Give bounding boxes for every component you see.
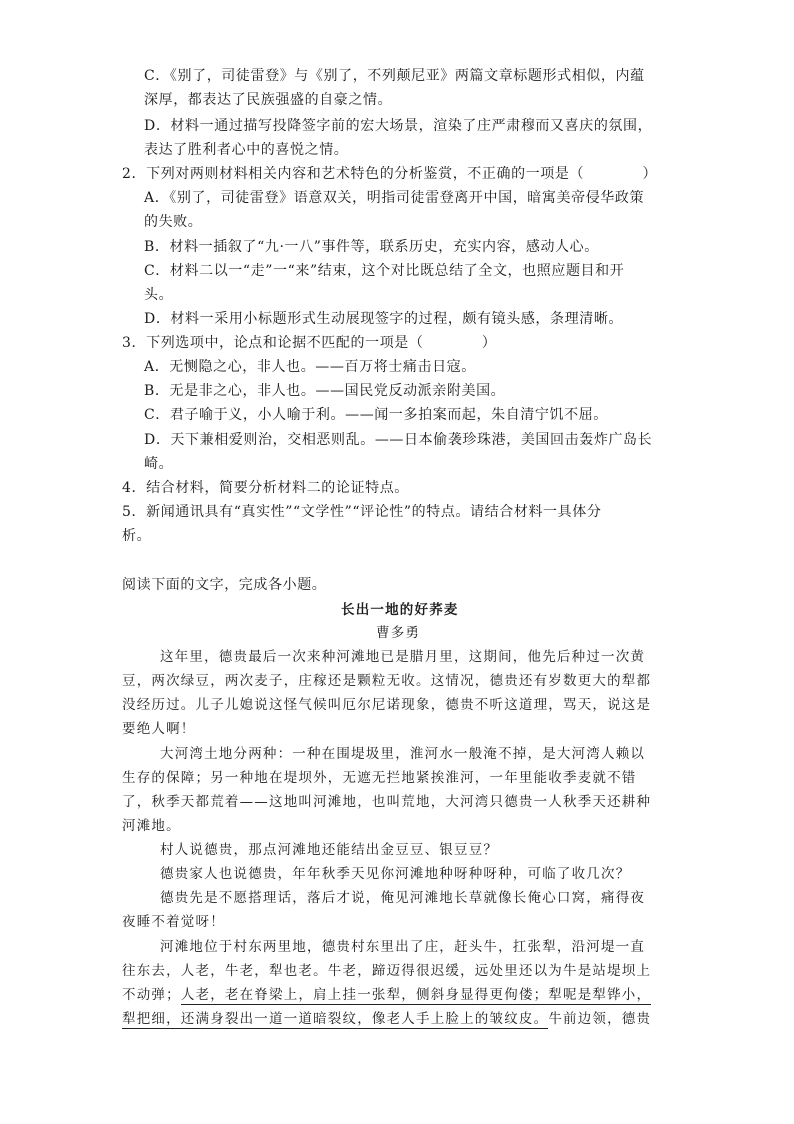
question-3: 3．下列选项中，论点和论据不匹配的一项是（ ） [122, 335, 497, 351]
question-4: 4．结合材料，简要分析材料二的论证特点。 [122, 480, 409, 496]
paragraph-6-line3-plain: 不动弹； [122, 987, 181, 1003]
question-5-line2: 析。 [122, 528, 152, 544]
paragraph-6-line1: 河滩地位于村东两里地，德贵村东里出了庄，赶头牛，扛张犁，沿河堤一直 [160, 939, 646, 955]
story-title: 长出一地的好荞麦 [341, 602, 459, 618]
question-2: 2．下列对两则材料相关内容和艺术特色的分析鉴赏，不正确的一项是（ ） [122, 166, 658, 182]
q1-option-c-line1: C．《别了，司徒雷登》与《别了，不列颠尼亚》两篇文章标题形式相似，内蕴 [144, 68, 645, 84]
q3-option-d-line1: D．天下兼相爱则治，交相恶则乱。——日本偷袭珍珠港，美国回击轰炸广岛长 [144, 432, 653, 448]
paragraph-2-line2: 生存的保障；另一种地在堤坝外，无遮无拦地紧挨淮河，一年里能收季麦就不错 [122, 770, 637, 786]
paragraph-5-line1: 德贵先是不愿搭理话，落后才说，俺见河滩地长草就像长俺心口窝，痛得夜 [160, 890, 646, 906]
paragraph-5-line2: 夜睡不着觉呀！ [122, 914, 225, 930]
paragraph-1-line3: 没经历过。儿子儿媳说这怪气候叫厄尔尼诺现象，德贵不听这道理，骂天，说这是 [122, 697, 652, 713]
reading-instruction: 阅读下面的文字，完成各小题。 [122, 577, 327, 593]
q3-option-c: C．君子喻于义，小人喻于利。——闻一多拍案而起，朱自清宁饥不屈。 [144, 407, 608, 423]
paragraph-6-line4 [122, 1010, 651, 1028]
underlined-passage-part1: 人老，老在脊梁上，肩上挂一张犁，侧斜身显得更佝偻；犁呢是犁铧小， [180, 987, 652, 1003]
paragraph-2-line1: 大河湾土地分两种：一种在围堤圾里，淮河水一般淹不掉，是大河湾人赖以 [160, 746, 646, 762]
q1-option-c-line2: 深厚，都表达了民族强盛的自豪之情。 [144, 92, 393, 108]
paragraph-4: 德贵家人也说德贵，年年秋季天见你河滩地种呀种呀种，可临了收几次？ [160, 866, 631, 882]
q2-option-b: B．材料一插叙了“九·一八”事件等，联系历史，充实内容，感动人心。 [144, 239, 599, 255]
q3-option-a: A．无恻隐之心，非人也。——百万将士痛击日寇。 [144, 359, 476, 375]
q2-option-d: D．材料一采用小标题形式生动展现签字的过程，颇有镜头感，条理清晰。 [144, 311, 624, 327]
q2-option-a-line2: 的失败。 [144, 214, 203, 230]
paragraph-1-line2: 豆，两次绿豆，两次麦子，庄稼还是颗粒无收。这情况，德贵还有岁数更大的犁都 [122, 673, 652, 689]
q3-option-b: B．无是非之心，非人也。——国民党反动派亲附美国。 [144, 383, 506, 399]
q2-option-c-line1: C．材料二以一“走”一“来”结束，这个对比既总结了全文，也照应题目和开 [144, 263, 625, 279]
story-author: 曹多勇 [376, 625, 421, 641]
paragraph-6-line2: 往东去，人老，牛老，犁也老。牛老，蹄迈得很迟缓，远处里还以为牛是站堤坝上 [122, 963, 652, 979]
q2-option-a-line1: A．《别了，司徒雷登》语意双关，明指司徒雷登离开中国，暗寓美帝侵华政策 [144, 190, 645, 206]
q1-option-d-line2: 表达了胜利者心中的喜悦之情。 [144, 142, 349, 158]
paragraph-3: 村人说德贵，那点河滩地还能结出金豆豆、银豆豆？ [160, 842, 499, 858]
q2-option-c-line2: 头。 [144, 287, 174, 303]
paragraph-2-line3: 了，秋季天都荒着——这地叫河滩地，也叫荒地，大河湾只德贵一人秋季天还耕种 [122, 794, 652, 810]
q1-option-d-line1: D．材料一通过描写投降签字前的宏大场景，渲染了庄严肃穆而又喜庆的氛围， [144, 118, 653, 134]
paragraph-1-line4: 要绝人啊！ [122, 721, 196, 737]
paragraph-2-line4: 河滩地。 [122, 818, 181, 834]
underlined-passage-part2: 犁把细，还满身裂出一道一道暗裂纹，像老人手上脸上的皱纹皮。 [122, 1011, 549, 1027]
paragraph-1-line1: 这年里，德贵最后一次来种河滩地已是腊月里，这期间，他先后种过一次黄 [160, 649, 646, 665]
q3-option-d-line2: 崎。 [144, 456, 174, 472]
paragraph-6-line3 [122, 986, 651, 1004]
paragraph-6-line4-plain: 牛前边领，德贵 [548, 1011, 652, 1027]
question-5-line1: 5．新闻通讯具有“真实性”“文学性”“评论性”的特点。请结合材料一具体分 [122, 504, 602, 520]
